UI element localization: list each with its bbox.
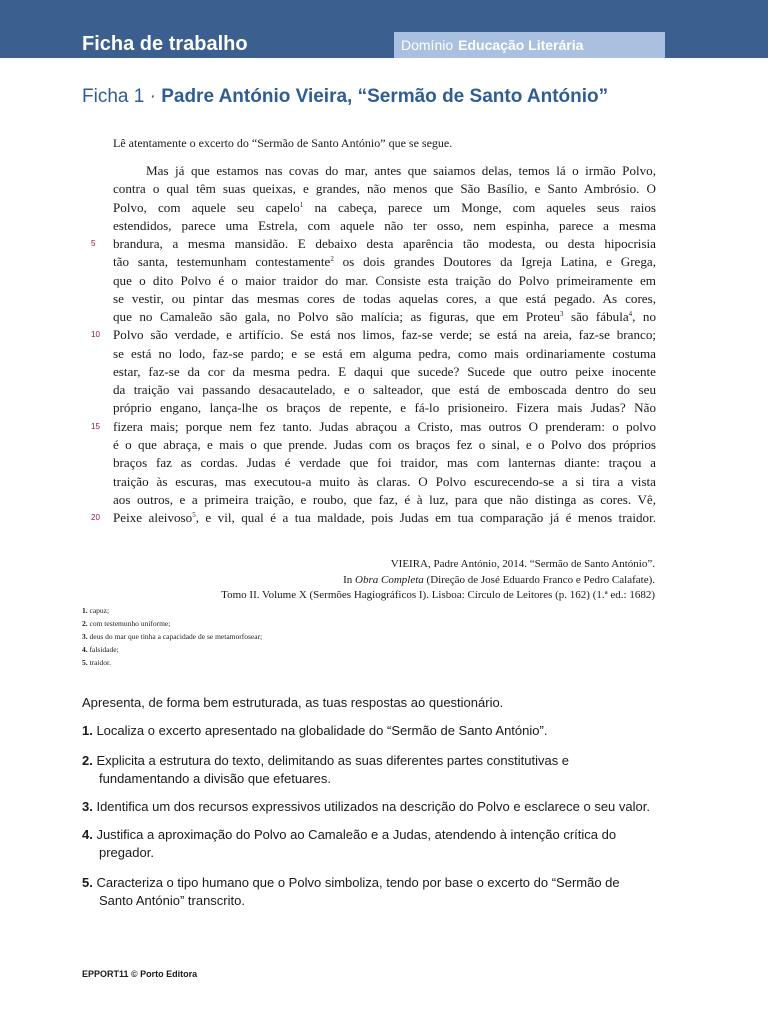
footnote-text: com testemunho uniforme;	[87, 619, 171, 628]
questionnaire-prompt: Apresenta, de forma bem estruturada, as tuas respostas ao questionário.	[82, 695, 504, 710]
passage-line	[113, 381, 656, 399]
footnote-number: 5.	[82, 658, 88, 667]
worksheet-header-title: Ficha de trabalho	[82, 33, 248, 55]
question-number: 5.	[82, 875, 93, 890]
passage-line	[113, 473, 656, 491]
footnote-text: traidor.	[87, 658, 111, 667]
question-number: 2.	[82, 753, 93, 768]
passage-line	[113, 162, 656, 180]
question-item	[82, 798, 694, 816]
passage-text: braços faz as cordas. Judas é verdade que foi traidor, mas com lanternas diante: traçou a	[113, 455, 656, 471]
domain-value: Educação Literária	[458, 37, 584, 53]
passage-text: aos outros, e a primeira traição, e roubo, que faz, é à luz, para que não distinga as cores. Vê,	[113, 491, 656, 507]
passage-line	[91, 235, 656, 253]
passage-line	[113, 290, 656, 308]
passage-line	[113, 436, 656, 454]
passage-line	[113, 345, 656, 363]
line-number: 5	[91, 239, 96, 249]
citation-line: In Obra Completa (Direção de José Eduardo Franco e Pedro Calafate).	[343, 573, 655, 586]
passage-line	[113, 454, 656, 472]
passage-line	[113, 363, 656, 381]
footnote-number: 2.	[82, 619, 88, 628]
reading-instruction: Lê atentamente o excerto do “Sermão de Santo António” que se segue.	[113, 136, 453, 150]
passage-line	[113, 272, 656, 290]
question-text-continued: pregador.	[99, 844, 154, 860]
passage-text: os dois grandes Doutores da Igreja Latina, e Grega,	[333, 254, 656, 270]
footnote-marker: 2	[330, 255, 334, 264]
passage-text: Polvo são verdade, e artifício. Se está nos limos, faz-se verde; se está na areia, faz-se branco;	[113, 327, 656, 343]
question-text-continued: Santo António” transcrito.	[99, 892, 245, 908]
line-number: 10	[91, 330, 100, 340]
passage-line	[91, 509, 657, 527]
publisher-footer: EPPORT11 © Porto Editora	[82, 969, 198, 979]
line-number: 20	[91, 513, 100, 523]
footnote-marker: 1	[299, 200, 304, 209]
sheet-subject: Padre António Vieira, “Sermão de Santo António”	[161, 86, 609, 107]
passage-line	[91, 418, 656, 436]
passage-text: traição às escuras, mas executou-a muito às claras. O Polvo escurecendo-se a si tira a vista	[113, 473, 656, 489]
footnote-marker: 4	[628, 310, 633, 319]
passage-line	[113, 180, 656, 198]
question-item	[82, 722, 694, 740]
footnote-item	[82, 656, 262, 669]
domain-label: Domínio	[401, 37, 454, 53]
footnote-text: capuz;	[87, 606, 110, 615]
question-number: 3.	[82, 799, 93, 814]
footnote-number: 4.	[82, 645, 88, 654]
citation-line: Tomo II. Volume X (Sermões Hagiográficos I). Lisboa: Círculo de Leitores (p. 162) (1.ª ed.: 1682)	[221, 589, 655, 601]
sermon-excerpt	[91, 162, 657, 527]
passage-line	[113, 199, 656, 217]
footnote-number: 3.	[82, 632, 88, 641]
passage-text: próprio engano, lança-lhe os braços de repente, e fá-lo prisioneiro. Fizera mais Judas? Não	[113, 400, 656, 416]
passage-text: brandura, a mesma mansidão. E debaixo desta aparência tão modesta, ou desta hipocrisia	[113, 236, 656, 252]
question-item	[82, 752, 694, 787]
footnote-item	[82, 604, 262, 617]
passage-text: fizera mais; porque nem fez tanto. Judas abraçou a Cristo, mas outros O prenderam: o polvo	[113, 418, 656, 434]
footnote-number: 1.	[82, 606, 88, 615]
question-text: Localiza o excerto apresentado na globalidade do “Sermão de Santo António”.	[92, 723, 548, 738]
question-text: Caracteriza o tipo humano que o Polvo simboliza, tendo por base o excerto do “Sermão de	[92, 875, 620, 890]
question-number: 1.	[82, 723, 93, 738]
passage-text: na cabeça, parece um Monge, com aqueles seus raios	[303, 199, 656, 215]
footnote-text: deus do mar que tinha a capacidade de se metamorfosear;	[87, 632, 263, 641]
domain-box	[394, 32, 665, 58]
footnotes	[82, 604, 262, 669]
passage-text: tão santa, testemunham contestamente	[113, 254, 331, 270]
passage-text: são fábula	[563, 309, 629, 325]
footnote-marker: 5	[192, 511, 196, 520]
passage-line	[113, 491, 656, 509]
citation-line: VIEIRA, Padre António, 2014. “Sermão de Santo António”.	[390, 558, 655, 570]
passage-text: é o que abraça, e mais o que prende. Judas com os braços fez o sinal, e o Polvo dos próprios	[113, 436, 656, 452]
question-number: 4.	[82, 827, 93, 842]
passage-line	[113, 253, 656, 271]
passage-text: que o dito Polvo é o maior traidor do mar. Consiste esta traição do Polvo primeiramente em	[113, 272, 656, 288]
bibliographic-citation	[221, 557, 655, 604]
question-text: Justifica a aproximação do Polvo ao Camaleão e a Judas, atendendo à intenção crítica do	[92, 827, 617, 842]
page-title	[82, 86, 608, 108]
passage-text: estendidos, parece uma Estrela, com aquele não ter osso, nem espinha, parece a mesma	[113, 217, 656, 233]
citation-work-title: Obra Completa	[355, 573, 424, 586]
passage-line	[91, 326, 656, 344]
question-item	[82, 874, 694, 909]
passage-line	[113, 308, 656, 326]
passage-text: Mas já que estamos nas covas do mar, antes que saiamos delas, temos lá o irmão Polvo,	[146, 163, 656, 178]
question-text-continued: fundamentando a divisão que efetuares.	[99, 770, 332, 786]
passage-text: se está no lodo, faz-se pardo; e se está em alguma pedra, como mais ordinariamente costuma	[113, 345, 656, 361]
passage-text: que no Camaleão são gala, no Polvo são malícia; as figuras, que em Proteu	[113, 309, 561, 325]
footnote-item	[82, 630, 262, 643]
passage-line	[113, 399, 656, 417]
passage-text: Polvo, com aquele seu capelo	[113, 199, 300, 215]
passage-text: , no	[632, 309, 657, 325]
passage-text: se vestir, ou pintar das mesmas cores de todas aquelas cores, a que está pegado. As cores,	[113, 290, 656, 306]
footnote-text: falsidade;	[87, 645, 119, 654]
footnote-item	[82, 643, 262, 656]
passage-text: Peixe aleivoso	[113, 510, 193, 526]
passage-text: , e vil, qual é a tua maldade, pois Judas em tua comparação já é menos traidor.	[195, 510, 657, 526]
line-number: 15	[91, 421, 100, 431]
question-text: Explicita a estrutura do texto, delimitando as suas diferentes partes constitutivas e	[92, 753, 570, 768]
passage-line	[113, 217, 656, 235]
footnote-marker: 3	[560, 310, 564, 319]
passage-text: estar, faz-se da cor da mesma pedra. E daqui que sucede? Sucede que outro peixe inocente	[113, 363, 656, 379]
passage-text: da traição vai passando desacautelado, e o salteador, que está de emboscada dentro do seu	[113, 382, 656, 398]
question-item	[82, 826, 694, 861]
sheet-number: Ficha 1 ·	[82, 86, 162, 107]
question-text: Identifica um dos recursos expressivos utilizados na descrição do Polvo e esclarece o seu valor.	[92, 799, 650, 814]
footnote-item	[82, 617, 262, 630]
passage-text: contra o qual têm suas queixas, e grandes, não menos que São Basílio, e Santo Ambrósio. O	[113, 181, 656, 197]
